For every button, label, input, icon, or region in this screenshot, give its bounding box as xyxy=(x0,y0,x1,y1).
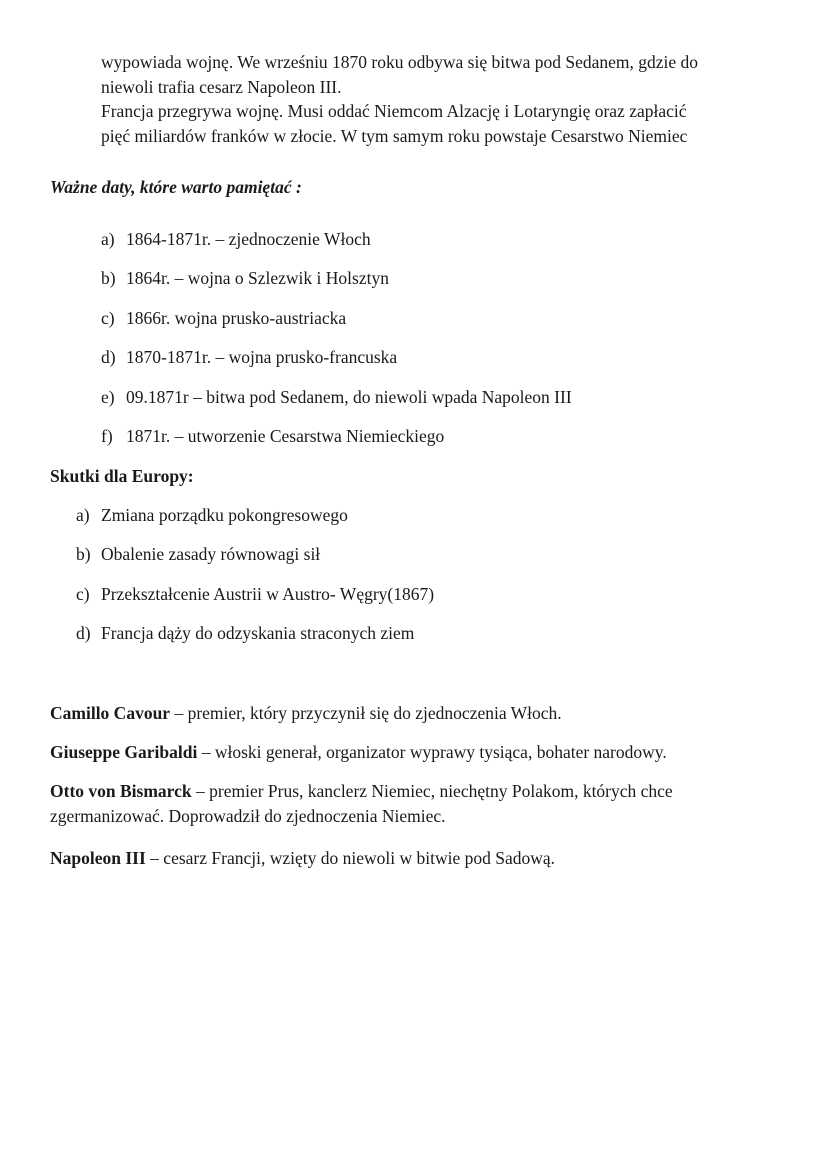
list-marker: b) xyxy=(101,268,116,288)
list-marker: f) xyxy=(101,426,113,446)
list-item xyxy=(101,347,397,368)
list-marker: d) xyxy=(76,623,91,643)
person-name: Napoleon III xyxy=(50,848,146,868)
person-entry-bismarck xyxy=(50,779,770,828)
list-marker: b) xyxy=(76,544,91,564)
list-item-text: 1871r. – utworzenie Cesarstwa Niemieckiego xyxy=(126,426,445,446)
list-marker: d) xyxy=(101,347,116,367)
list-marker: c) xyxy=(101,308,115,328)
person-entry-napoleon xyxy=(50,846,770,871)
list-item-text: 1864r. – wojna o Szlezwik i Holsztyn xyxy=(126,268,389,288)
intro-line: Francja przegrywa wojnę. Musi oddać Niemcom Alzację i Lotaryngię oraz zapłacić xyxy=(101,101,687,121)
list-item-text: 1870-1871r. – wojna prusko-francuska xyxy=(126,347,398,367)
list-item xyxy=(76,623,414,644)
list-marker: a) xyxy=(76,505,90,525)
intro-line: pięć miliardów franków w złocie. W tym samym roku powstaje Cesarstwo Niemiec xyxy=(101,125,688,146)
list-marker: c) xyxy=(76,584,90,604)
person-entry-cavour xyxy=(50,701,770,726)
person-name: Giuseppe Garibaldi xyxy=(50,742,198,762)
person-entry-garibaldi xyxy=(50,740,770,765)
list-marker: a) xyxy=(101,229,115,249)
list-item xyxy=(101,387,572,408)
list-item-text: 1866r. wojna prusko-austriacka xyxy=(126,308,347,328)
list-item xyxy=(101,229,371,250)
list-item xyxy=(101,426,444,447)
list-item-text: Obalenie zasady równowagi sił xyxy=(101,544,321,564)
person-description: – premier, który przyczynił się do zjednoczenia Włoch. xyxy=(170,703,562,723)
list-item-text: 09.1871r – bitwa pod Sedanem, do niewoli wpada Napoleon III xyxy=(126,387,572,407)
intro-paragraph xyxy=(101,50,801,148)
person-name: Otto von Bismarck xyxy=(50,781,192,801)
list-item-text: 1864-1871r. – zjednoczenie Włoch xyxy=(126,229,371,249)
dates-heading: Ważne daty, które warto pamiętać : xyxy=(50,177,302,197)
list-item-text: Francja dąży do odzyskania straconych ziem xyxy=(101,623,415,643)
intro-line: wypowiada wojnę. We wrześniu 1870 roku odbywa się bitwa pod Sedanem, gdzie do xyxy=(101,52,699,72)
list-item-text: Przekształcenie Austrii w Austro- Węgry(1867) xyxy=(101,584,435,604)
effects-heading: Skutki dla Europy: xyxy=(50,466,194,486)
list-item xyxy=(76,505,348,526)
person-description: – włoski generał, organizator wyprawy tysiąca, bohater narodowy. xyxy=(197,742,667,762)
list-marker: e) xyxy=(101,387,115,407)
list-item xyxy=(101,268,389,289)
list-item xyxy=(101,308,346,329)
person-name: Camillo Cavour xyxy=(50,703,171,723)
person-description: – premier Prus, kanclerz Niemiec, niechętny Polakom, których chce zgermanizować. Doprowadził do zjednoczenia Niemiec. xyxy=(50,781,673,826)
person-description: – cesarz Francji, wzięty do niewoli w bitwie pod Sadową. xyxy=(145,848,555,868)
list-item xyxy=(76,584,434,605)
intro-line: niewoli trafia cesarz Napoleon III. xyxy=(101,76,342,97)
list-item xyxy=(76,544,320,565)
list-item-text: Zmiana porządku pokongresowego xyxy=(101,505,348,525)
